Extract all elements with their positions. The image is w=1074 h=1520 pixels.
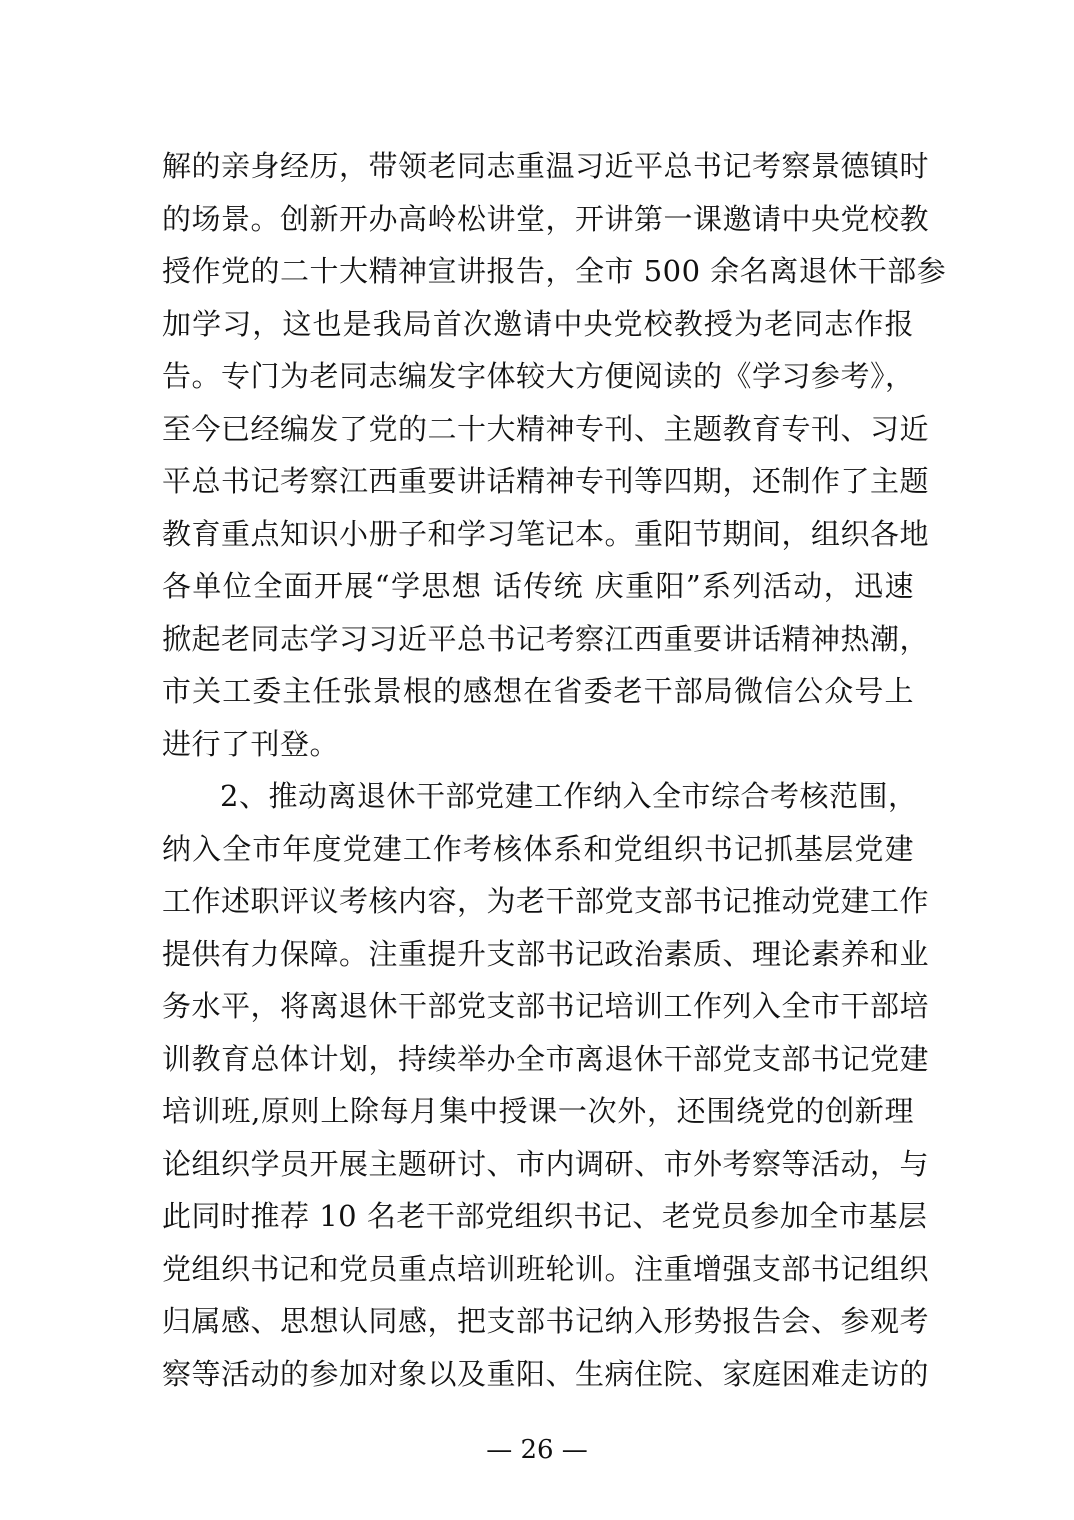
- text-line: 掀起老同志学习习近平总书记考察江西重要讲话精神热潮，: [162, 621, 930, 656]
- text-line: 工作述职评议考核内容，为老干部党支部书记推动党建工作: [162, 884, 930, 918]
- text-line: 市关工委主任张景根的感想在省委老干部局微信公众号上: [162, 674, 914, 708]
- text-line: 论组织学员开展主题研讨、市内调研、市外考察等活动，与: [162, 1146, 930, 1181]
- text-line: 务水平，将离退休干部党支部书记培训工作列入全市干部培: [162, 989, 930, 1023]
- text-line: 各单位全面开展“学思想 话传统 庆重阳”系列活动，迅速: [162, 569, 914, 603]
- text-line: 2、推动离退休干部党建工作纳入全市综合考核范围，: [220, 779, 918, 813]
- text-line: 党组织书记和党员重点培训班轮训。注重增强支部书记组织: [162, 1251, 930, 1286]
- text-line: 解的亲身经历，带领老同志重温习近平总书记考察景德镇时: [162, 149, 930, 183]
- text-line: 察等活动的参加对象以及重阳、生病住院、家庭困难走访的: [162, 1356, 930, 1391]
- text-line: 加学习，这也是我局首次邀请中央党校教授为老同志作报: [162, 306, 914, 341]
- body-text: [162, 140, 947, 1400]
- text-line: 训教育总体计划，持续举办全市离退休干部党支部书记党建: [162, 1041, 930, 1076]
- text-line: 平总书记考察江西重要讲话精神专刊等四期，还制作了主题: [162, 464, 930, 498]
- page-number: — 26 —: [486, 1435, 588, 1465]
- text-line: 至今已经编发了党的二十大精神专刊、主题教育专刊、习近: [162, 411, 930, 446]
- text-line: 培训班,原则上除每月集中授课一次外，还围绕党的创新理: [162, 1094, 914, 1128]
- text-line: 纳入全市年度党建工作考核体系和党组织书记抓基层党建: [162, 831, 914, 866]
- text-line: 的场景。创新开办高岭松讲堂，开讲第一课邀请中央党校教: [162, 201, 930, 236]
- text-line: 授作党的二十大精神宣讲报告，全市 500 余名离退休干部参: [162, 254, 947, 288]
- text-line: 进行了刊登。: [162, 726, 340, 761]
- text-line: 归属感、思想认同感，把支部书记纳入形势报告会、参观考: [162, 1304, 930, 1338]
- text-line: 此同时推荐 10 名老干部党组织书记、老党员参加全市基层: [162, 1199, 928, 1233]
- text-line: 提供有力保障。注重提升支部书记政治素质、理论素养和业: [162, 936, 930, 971]
- text-line: 告。专门为老同志编发字体较大方便阅读的《学习参考》，: [162, 359, 915, 393]
- text-line: 教育重点知识小册子和学习笔记本。重阳节期间，组织各地: [162, 516, 930, 551]
